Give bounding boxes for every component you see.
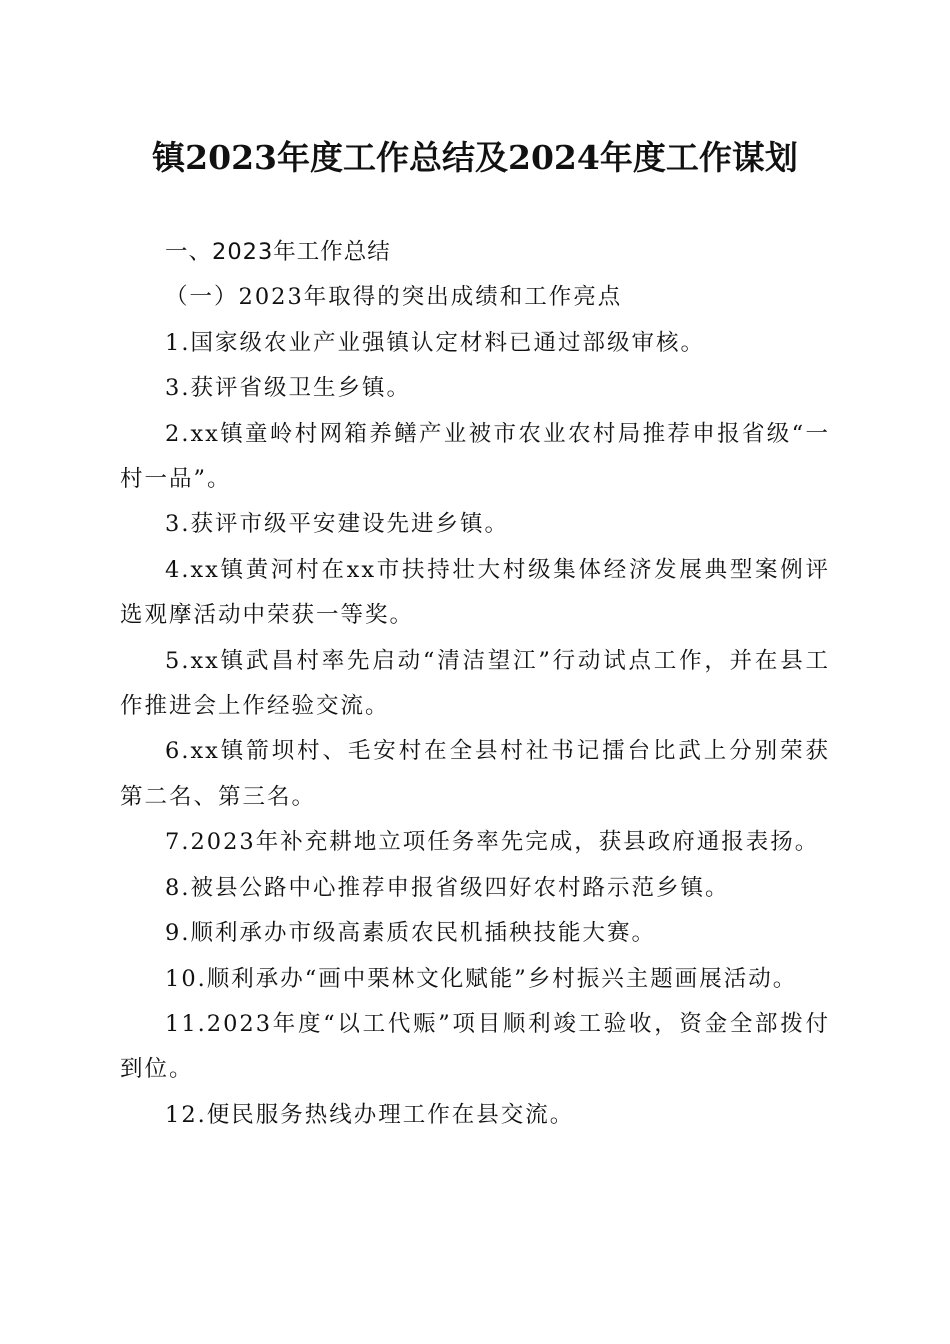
list-item: 3.获评市级平安建设先进乡镇。 [165,511,509,538]
list-item: 10.顺利承办“画中栗林文化赋能”乡村振兴主题画展活动。 [165,965,798,992]
list-item: 6.xx镇箭坝村、毛安村在全县村社书记擂台比武上分别荣获第二名、第三名。 [120,738,830,810]
document-title: 镇2023年度工作总结及2024年度工作谋划 [152,138,798,177]
list-item: 2.xx镇童岭村网箱养鳝产业被市农业农村局推荐申报省级“一村一品”。 [120,420,830,493]
list-item: 9.顺利承办市级高素质农民机插秧技能大赛。 [165,920,656,947]
list-item: 11.2023年度“以工代赈”项目顺利竣工验收，资金全部拨付到位。 [120,1010,830,1083]
list-item: 3.获评省级卫生乡镇。 [165,375,411,402]
list-item: 8.被县公路中心推荐申报省级四好农村路示范乡镇。 [165,874,730,901]
list-item: 7.2023年补充耕地立项任务率先完成，获县政府通报表扬。 [165,829,820,856]
list-item: 12.便民服务热线办理工作在县交流。 [165,1101,575,1128]
document-body [120,230,830,1138]
section-heading: 一、2023年工作总结 [165,239,391,265]
list-item: 5.xx镇武昌村率先启动“清洁望江”行动试点工作，并在县工作推进会上作经验交流。 [120,647,830,720]
subsection-heading: （一）2023年取得的突出成绩和工作亮点 [165,284,623,311]
list-item: 1.国家级农业产业强镇认定材料已通过部级审核。 [165,329,705,356]
list-item: 4.xx镇黄河村在xx市扶持壮大村级集体经济发展典型案例评选观摩活动中荣获一等奖。 [120,556,830,629]
